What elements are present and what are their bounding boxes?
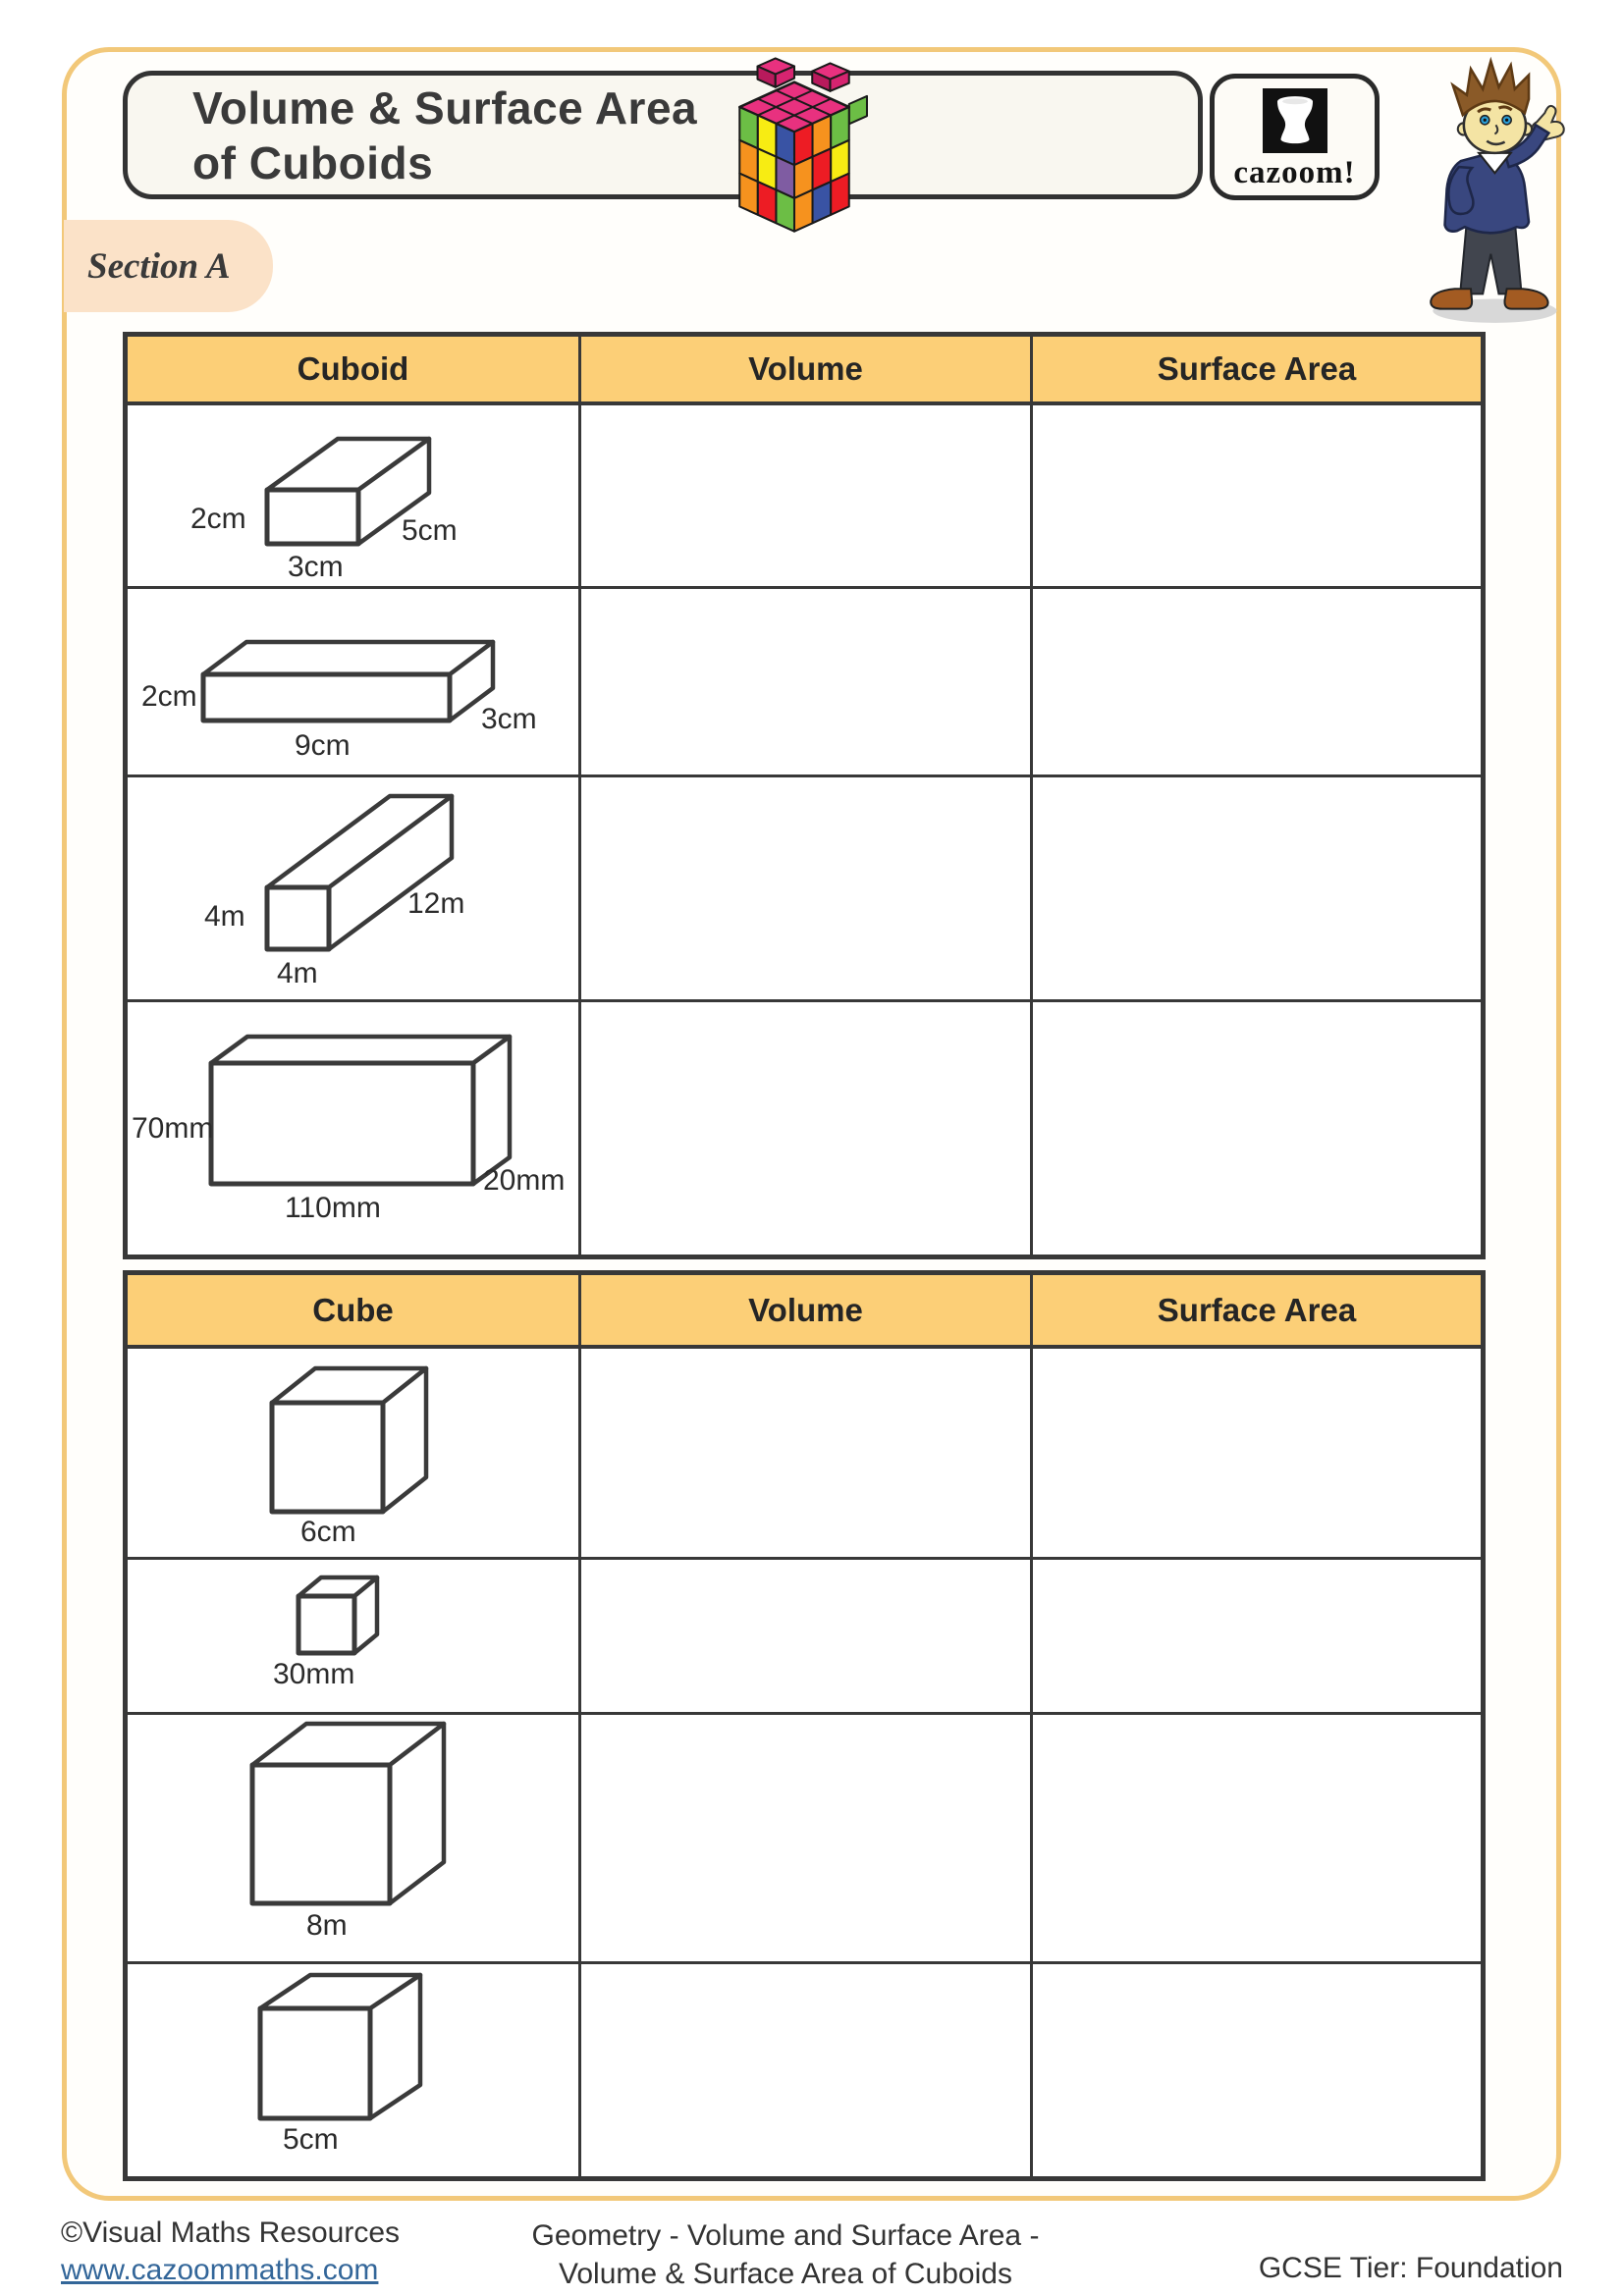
surface-area-answer-cell [1033,777,1481,1002]
cuboid-table-header-surface-area: Surface Area [1033,337,1481,405]
surface-area-answer-cell [1033,1349,1481,1560]
section-label: Section A [87,245,231,287]
volume-answer-cell [581,405,1033,589]
cube-diagram-3 [128,1715,581,1964]
dim-label-height: 70mm [132,1112,214,1145]
dim-label-width: 3cm [288,551,344,583]
dim-label-depth: 12m [407,887,465,920]
rubiks-cube-icon [720,44,869,239]
page-title-line2: of Cuboids [192,136,434,188]
surface-area-answer-cell [1033,1560,1481,1715]
cube-diagram-4 [128,1964,581,2176]
dim-label-depth: 5cm [402,514,458,547]
dim-label-depth: 20mm [483,1164,566,1197]
dim-label-width: 4m [277,957,318,989]
surface-area-answer-cell [1033,1002,1481,1255]
cazoom-logo-text: cazoom! [1233,155,1356,190]
footer-topic [422,2216,1149,2293]
dim-label-edge: 30mm [273,1658,355,1690]
surface-area-answer-cell [1033,1715,1481,1964]
dim-label-edge: 8m [306,1909,348,1942]
cazoom-logo [1210,74,1380,200]
surface-area-answer-cell [1033,1964,1481,2176]
dim-label-edge: 5cm [283,2123,339,2156]
dim-label-width: 110mm [285,1192,381,1224]
volume-answer-cell [581,589,1033,777]
cube-table-header-cube: Cube [128,1275,581,1349]
volume-answer-cell [581,1560,1033,1715]
cuboid-diagram-2 [128,589,581,777]
cube-table-header-surface-area: Surface Area [1033,1275,1481,1349]
section-a-tab [64,220,273,312]
volume-answer-cell [581,1964,1033,2176]
footer-copyright: ©Visual Maths Resources [61,2216,401,2249]
footer-topic-line1: Geometry - Volume and Surface Area - [531,2219,1040,2252]
worksheet-title-box [123,71,1203,199]
dim-label-edge: 6cm [300,1516,356,1548]
surface-area-answer-cell [1033,405,1481,589]
drum-icon [1263,88,1327,153]
dim-label-height: 2cm [141,680,197,713]
footer-website-link[interactable]: www.cazoommaths.com [61,2254,379,2286]
cube-diagram-1 [128,1349,581,1560]
cube-table [123,1270,1486,2181]
mascot-boy-icon [1394,49,1605,329]
cuboid-table-header-volume: Volume [581,337,1033,405]
cuboid-diagram-3 [128,777,581,1002]
page-title: Volume & Surface Area [192,81,698,133]
cube-table-header-volume: Volume [581,1275,1033,1349]
cuboid-table-header-cuboid: Cuboid [128,337,581,405]
surface-area-answer-cell [1033,589,1481,777]
volume-answer-cell [581,777,1033,1002]
footer-topic-line2: Volume & Surface Area of Cuboids [559,2258,1012,2290]
cuboid-table [123,332,1486,1259]
footer-tier: GCSE Tier: Foundation [1258,2252,1563,2284]
dim-label-height: 2cm [190,503,246,535]
cube-diagram-2 [128,1560,581,1715]
dim-label-height: 4m [204,900,245,933]
cuboid-diagram-1 [128,405,581,589]
volume-answer-cell [581,1715,1033,1964]
dim-label-depth: 3cm [481,703,537,735]
cuboid-diagram-4 [128,1002,581,1255]
volume-answer-cell [581,1349,1033,1560]
dim-label-width: 9cm [295,729,351,762]
volume-answer-cell [581,1002,1033,1255]
